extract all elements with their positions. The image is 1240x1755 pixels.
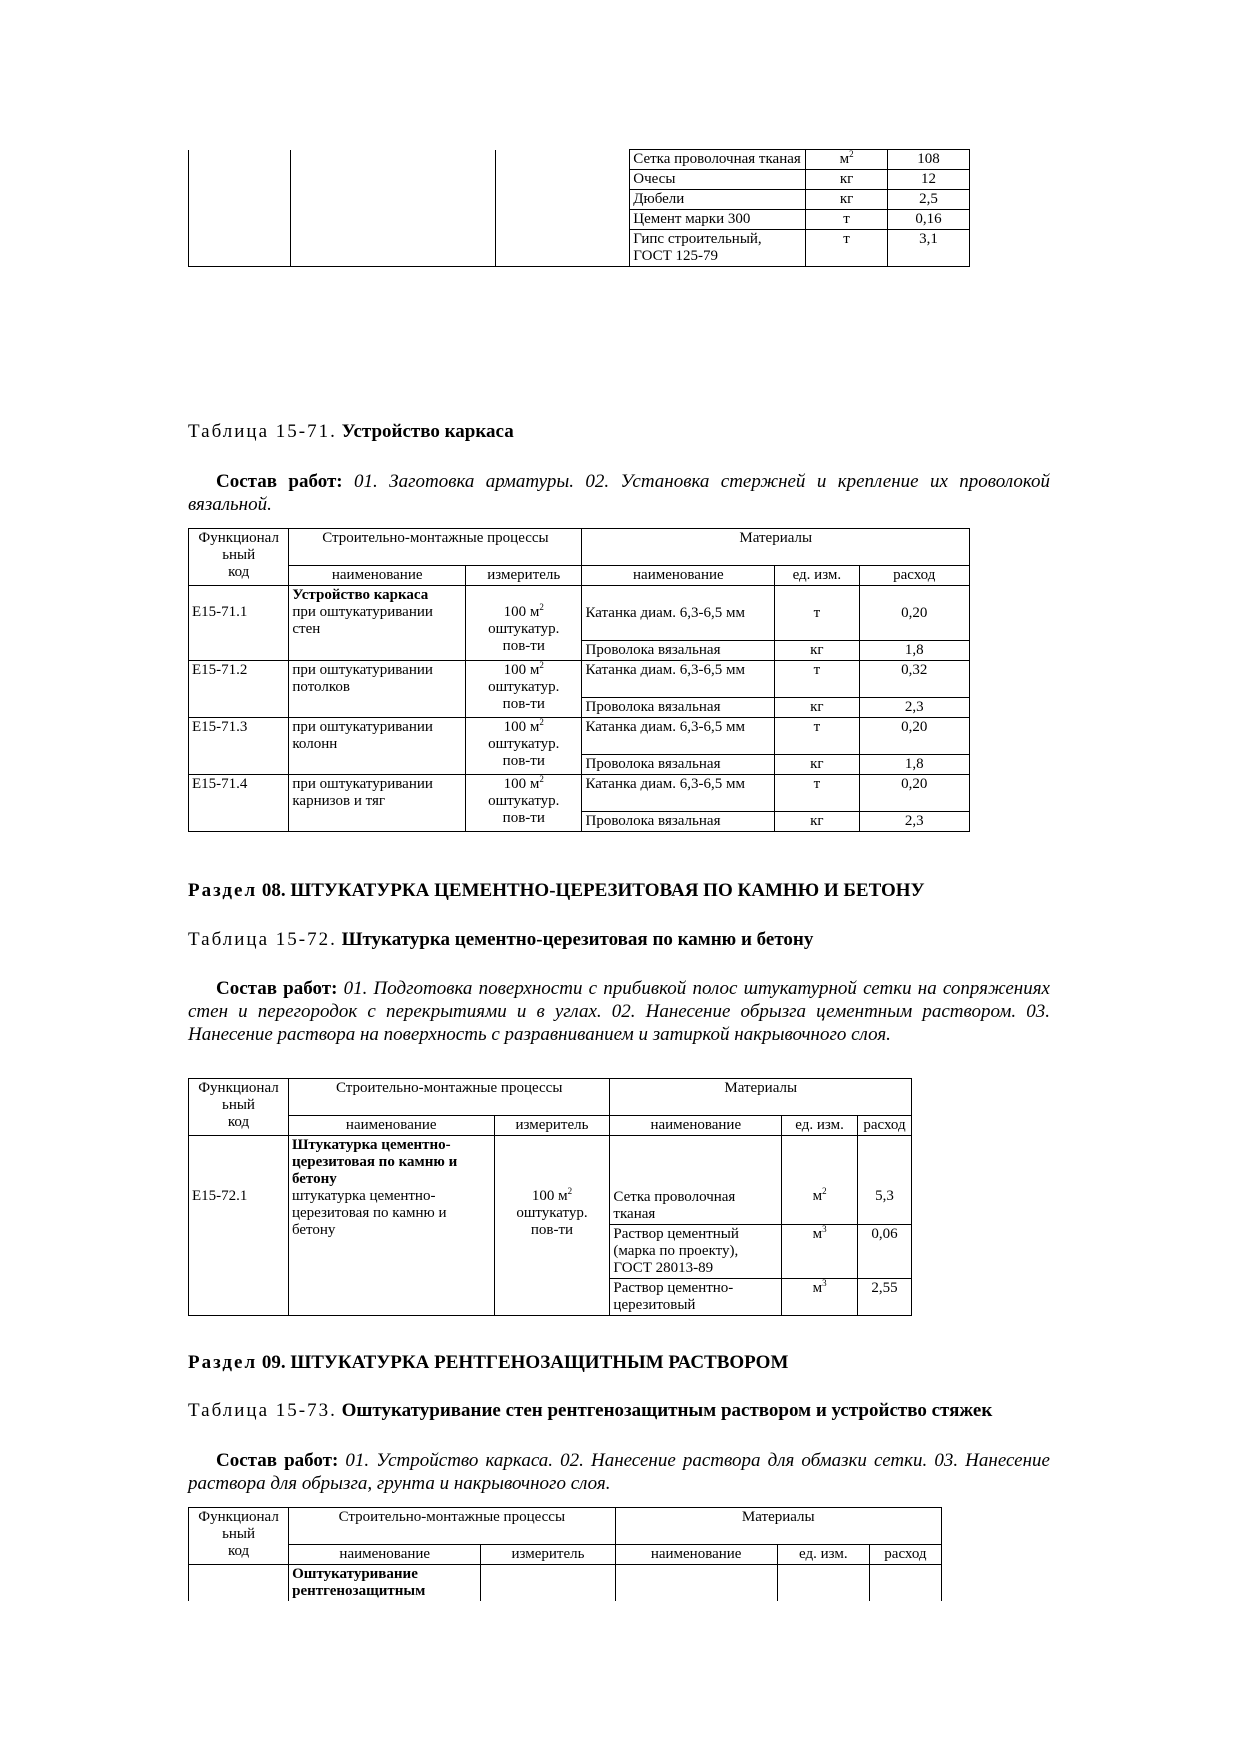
- material-unit: т: [806, 230, 888, 267]
- header-meter: измеритель: [494, 1116, 610, 1136]
- header-unit: ед. изм.: [775, 566, 859, 586]
- material-name: Цемент марки 300: [630, 210, 806, 230]
- material-amount: 108: [888, 150, 970, 170]
- header-name: наименование: [288, 1116, 494, 1136]
- material-rate: 0,20: [859, 586, 969, 641]
- material-unit: т: [775, 586, 859, 641]
- header-rate: расход: [857, 1116, 911, 1136]
- material-unit: кг: [775, 812, 859, 832]
- header-unit: ед. изм.: [777, 1545, 869, 1565]
- table-row: [189, 586, 970, 641]
- process-meter: 100 $м^2$ оштукатур. пов-ти: [494, 1136, 610, 1316]
- material-rate: 0,20: [859, 718, 969, 755]
- material-name: Проволока вязальная: [582, 641, 775, 661]
- header-materials: Материалы: [610, 1079, 912, 1116]
- table-row: [189, 1565, 942, 1602]
- header-name: наименование: [610, 1116, 782, 1136]
- header-meter: измеритель: [466, 566, 582, 586]
- material-unit: $м^2$: [806, 150, 888, 170]
- material-name: Раствор цементный (марка по проекту), ГОСТ 28013-89: [610, 1225, 782, 1279]
- header-name: наименование: [289, 566, 466, 586]
- header-name: наименование: [615, 1545, 777, 1565]
- table-15-71: [188, 528, 970, 832]
- table-caption: Таблица 15-73. Оштукатуривание стен рентгенозащитным раствором и устройство стяжек: [188, 1400, 993, 1421]
- header-processes: Строительно-монтажные процессы: [289, 529, 582, 566]
- func-code: Е15-71.3: [189, 718, 289, 775]
- process-name: Устройство каркаса при оштукатуривании стен: [289, 586, 466, 661]
- header-materials: Материалы: [615, 1508, 941, 1545]
- process-name: при оштукатуривании колонн: [289, 718, 466, 775]
- material-rate: 5,3: [857, 1136, 911, 1225]
- process-meter: 100 $м^2$ оштукатур. пов-ти: [466, 586, 582, 661]
- section-heading: Раздел 09. ШТУКАТУРКА РЕНТГЕНОЗАЩИТНЫМ РАСТВОРОМ: [188, 1352, 789, 1373]
- material-unit: кг: [806, 190, 888, 210]
- material-name: Катанка диам. 6,3-6,5 мм: [582, 718, 775, 755]
- material-rate: 1,8: [859, 641, 969, 661]
- header-rate: расход: [859, 566, 969, 586]
- header-name: наименование: [582, 566, 775, 586]
- header-processes: Строительно-монтажные процессы: [288, 1079, 609, 1116]
- func-code: Е15-71.2: [189, 661, 289, 718]
- material-name: Катанка диам. 6,3-6,5 мм: [582, 775, 775, 812]
- header-unit: ед. изм.: [782, 1116, 858, 1136]
- material-amount: 12: [888, 170, 970, 190]
- header-name: наименование: [289, 1545, 481, 1565]
- header-func-code: Функционал ьный код: [189, 529, 289, 586]
- table-row: [189, 661, 970, 698]
- table-caption: Таблица 15-71. Устройство каркаса: [188, 421, 514, 442]
- works-description: Состав работ: 01. Подготовка поверхности с прибивкой полос штукатурной сетки на сопряжениях стен и перегородок с перекрытиями и в углах. 02. Нанесение обрызга цементным раствором. 03. Нанесение раствора на поверхность с разравниванием и затиркой накрывочного слоя.: [188, 978, 1050, 1045]
- table-row: [189, 775, 970, 812]
- material-name: Проволока вязальная: [582, 698, 775, 718]
- header-materials: Материалы: [582, 529, 970, 566]
- material-name: Очесы: [630, 170, 806, 190]
- process-name: при оштукатуривании потолков: [289, 661, 466, 718]
- material-name: Сетка проволочная тканая: [630, 150, 806, 170]
- process-name: при оштукатуривании карнизов и тяг: [289, 775, 466, 832]
- func-code: Е15-71.1: [189, 586, 289, 661]
- works-description: Состав работ: 01. Устройство каркаса. 02. Нанесение раствора для обмазки сетки. 03. Нанесение раствора для обрызга, грунта и накрывочного слоя.: [188, 1450, 1050, 1494]
- works-description: Состав работ: 01. Заготовка арматуры. 02. Установка стержней и крепление их проволокой вязальной.: [188, 471, 1051, 515]
- table-caption: Таблица 15-72. Штукатурка цементно-церезитовая по камню и бетону: [188, 929, 814, 950]
- process-meter: 100 $м^2$ оштукатур. пов-ти: [466, 661, 582, 718]
- material-amount: 3,1: [888, 230, 970, 267]
- material-unit: т: [775, 718, 859, 755]
- material-name: Катанка диам. 6,3-6,5 мм: [582, 586, 775, 641]
- section-heading: Раздел 08. ШТУКАТУРКА ЦЕМЕНТНО-ЦЕРЕЗИТОВАЯ ПО КАМНЮ И БЕТОНУ: [188, 880, 925, 901]
- material-unit: т: [775, 661, 859, 698]
- header-func-code: Функционал ьный код: [189, 1508, 289, 1565]
- material-unit: т: [775, 775, 859, 812]
- material-unit: кг: [806, 170, 888, 190]
- material-amount: 0,16: [888, 210, 970, 230]
- process-meter: 100 $м^2$ оштукатур. пов-ти: [466, 718, 582, 775]
- material-unit: кг: [775, 641, 859, 661]
- func-code: Е15-71.4: [189, 775, 289, 832]
- material-unit: $м^2$: [782, 1136, 858, 1225]
- process-meter: 100 $м^2$ оштукатур. пов-ти: [466, 775, 582, 832]
- header-rate: расход: [869, 1545, 941, 1565]
- material-unit: т: [806, 210, 888, 230]
- table-row: [189, 718, 970, 755]
- material-rate: 0,20: [859, 775, 969, 812]
- material-unit: кг: [775, 698, 859, 718]
- material-name: Проволока вязальная: [582, 812, 775, 832]
- header-processes: Строительно-монтажные процессы: [289, 1508, 615, 1545]
- material-name: Гипс строительный, ГОСТ 125-79: [630, 230, 806, 267]
- table-row: [189, 1136, 912, 1225]
- func-code: Е15-72.1: [189, 1136, 289, 1316]
- header-meter: измеритель: [481, 1545, 615, 1565]
- material-rate: 2,3: [859, 812, 969, 832]
- material-unit: $м^3$: [782, 1225, 858, 1279]
- material-name: Сетка проволочная тканая: [610, 1136, 782, 1225]
- table-row: [189, 150, 970, 170]
- material-unit: $м^3$: [782, 1279, 858, 1316]
- material-name: Проволока вязальная: [582, 755, 775, 775]
- material-rate: 2,3: [859, 698, 969, 718]
- material-rate: 0,32: [859, 661, 969, 698]
- process-name: Оштукатуривание рентгенозащитным: [289, 1565, 481, 1602]
- material-rate: 2,55: [857, 1279, 911, 1316]
- material-amount: 2,5: [888, 190, 970, 210]
- material-unit: кг: [775, 755, 859, 775]
- table-15-73: [188, 1507, 942, 1601]
- material-rate: 0,06: [857, 1225, 911, 1279]
- material-rate: 1,8: [859, 755, 969, 775]
- table-15-72: [188, 1078, 912, 1316]
- material-name: Катанка диам. 6,3-6,5 мм: [582, 661, 775, 698]
- process-name: Штукатурка цементно-церезитовая по камню и бетону штукатурка цементно-церезитовая по камню и бетону: [288, 1136, 494, 1316]
- top-continuation-table: [188, 149, 970, 267]
- material-name: Дюбели: [630, 190, 806, 210]
- material-name: Раствор цементно-церезитовый: [610, 1279, 782, 1316]
- header-func-code: Функционал ьный код: [189, 1079, 289, 1136]
